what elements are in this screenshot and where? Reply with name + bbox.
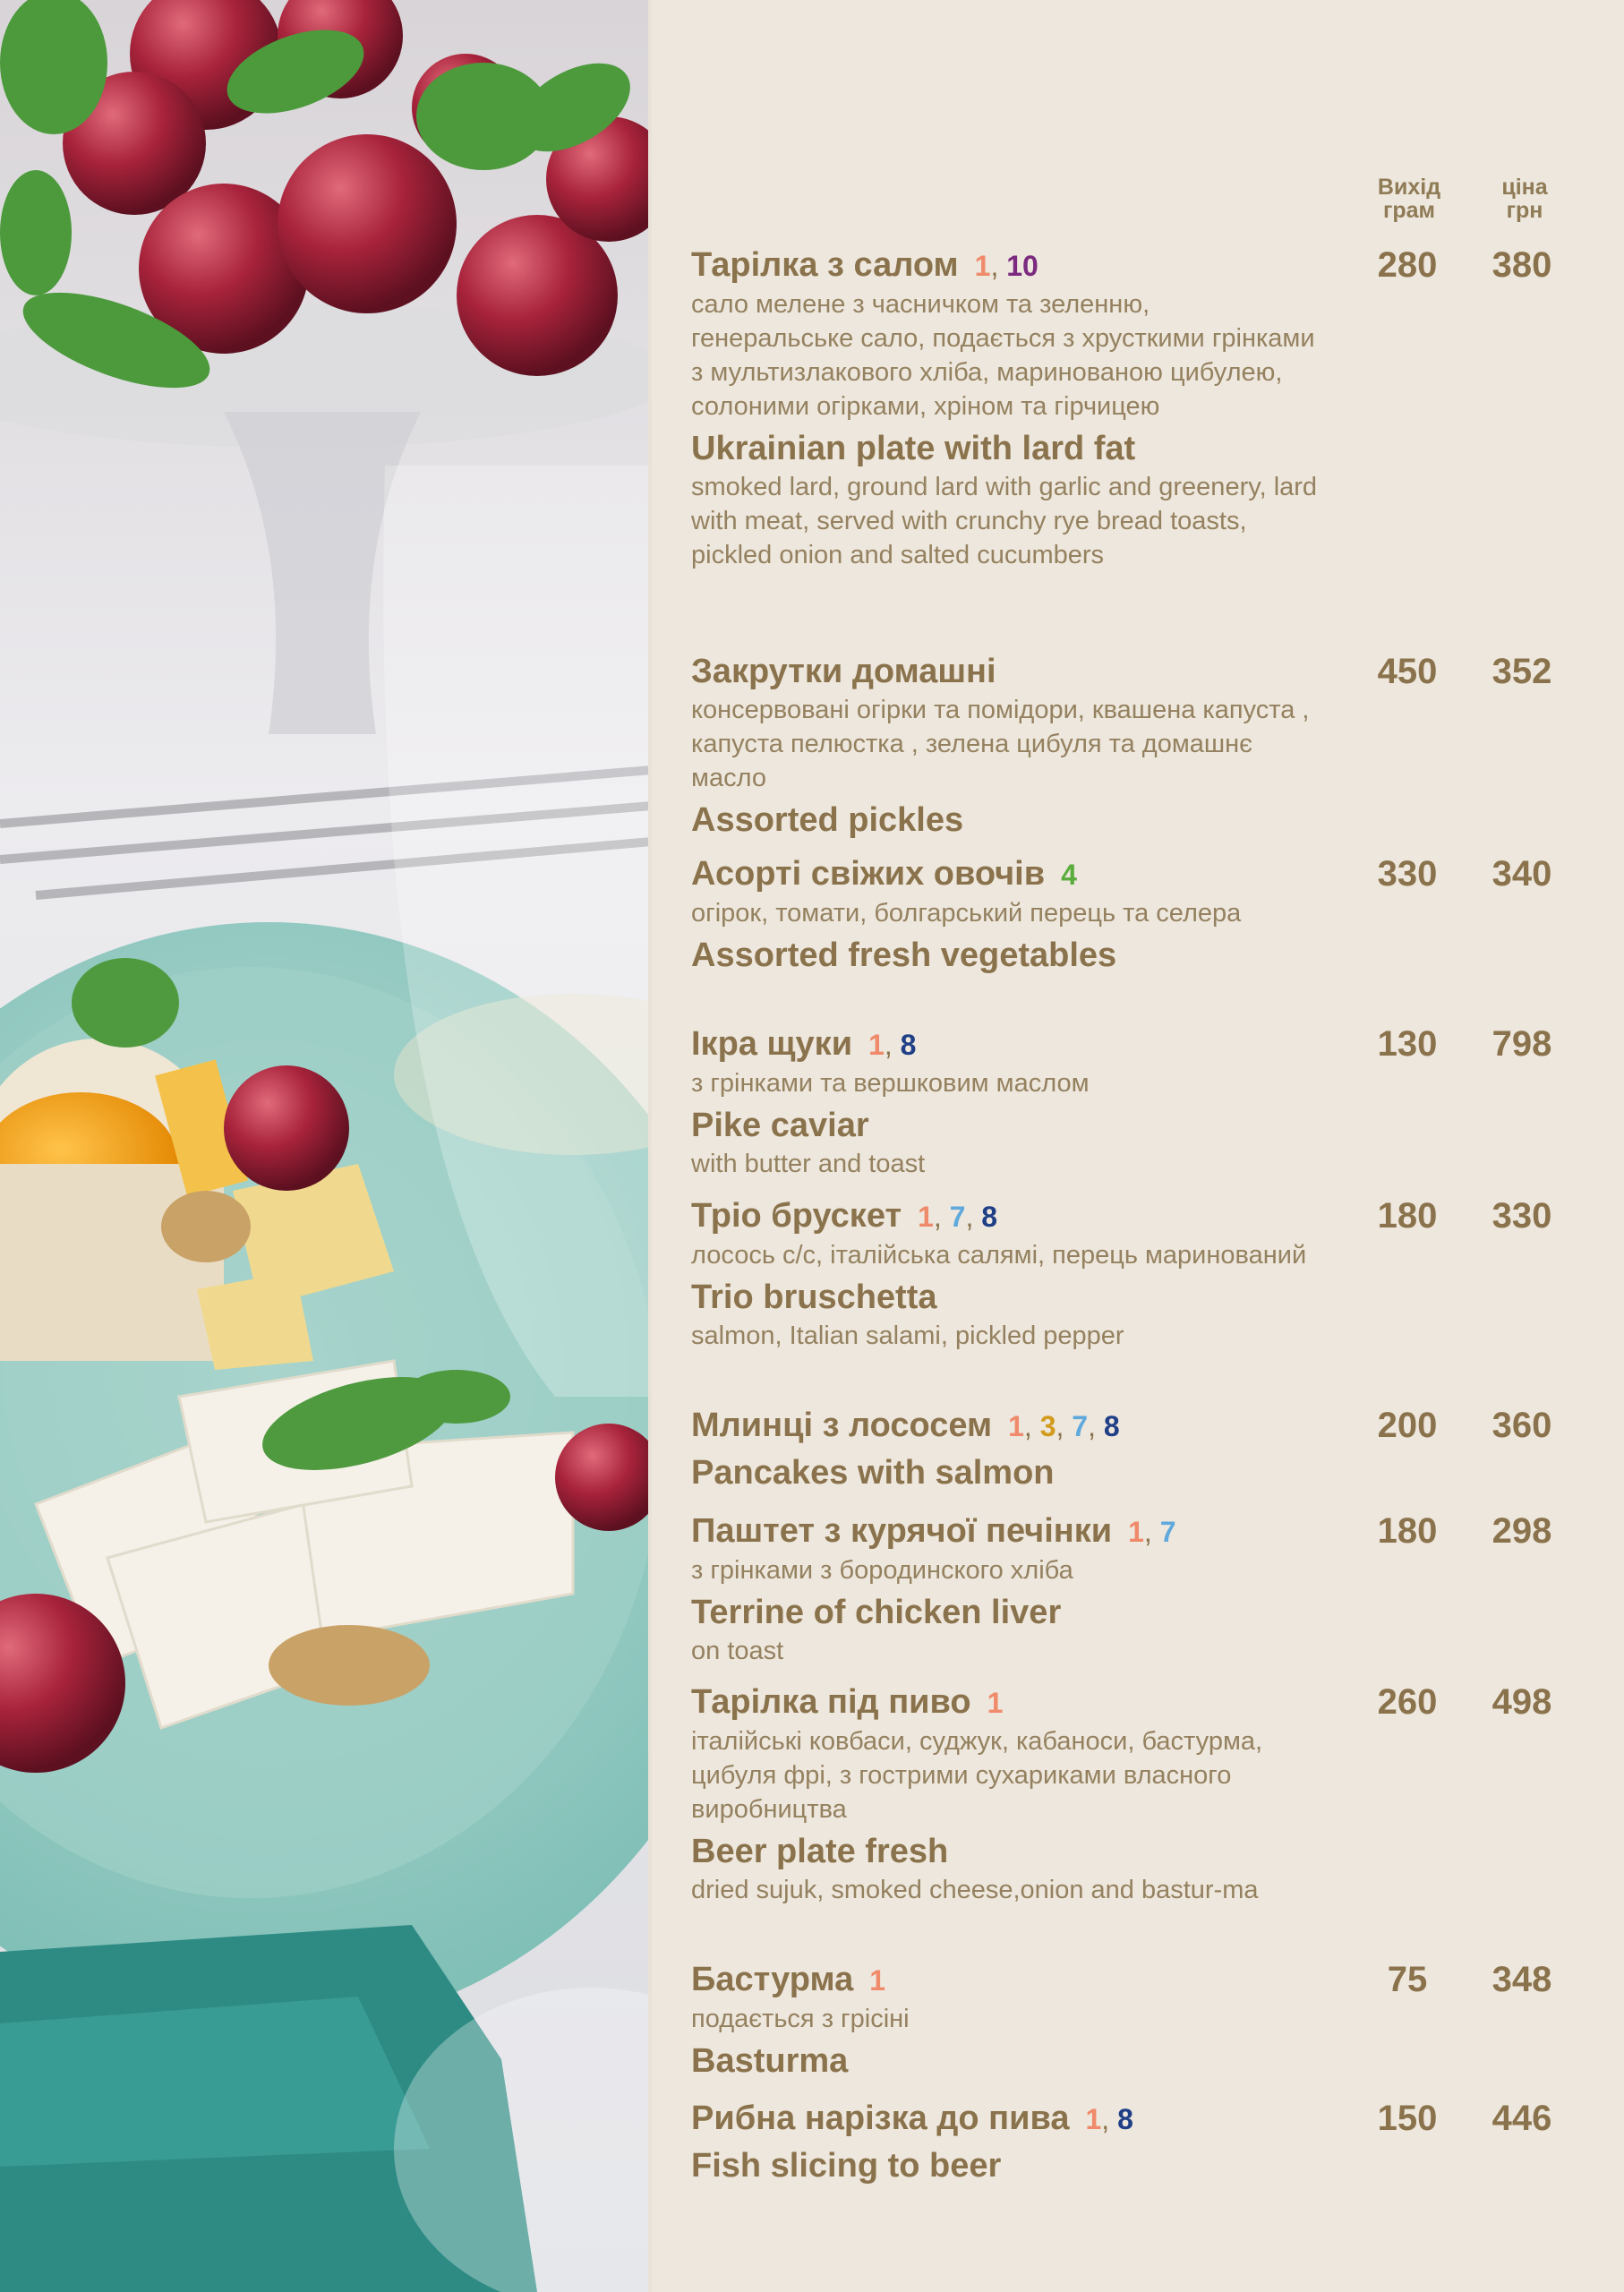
allergen-separator: , <box>990 250 1007 282</box>
menu-item-title-text: Тарілка з салом <box>691 246 959 284</box>
menu-item-english-title: Basturma <box>691 2042 849 2080</box>
allergen-codes <box>869 1964 885 1997</box>
allergen-code: 8 <box>900 1029 917 1061</box>
menu-item-weight: 280 <box>1377 245 1438 285</box>
weight-header-line1: Вихід <box>1377 175 1441 200</box>
menu-item-weight: 450 <box>1377 652 1438 691</box>
allergen-code: 4 <box>1061 859 1077 891</box>
menu-item-title-text: Тріо брускет <box>691 1197 902 1235</box>
menu-item-description: консервовані огірки та помідори, квашена капуста , капуста пелюстка , зелена цибуля та домашнє масло <box>691 696 1310 792</box>
menu-item-english-title: Assorted fresh vegetables <box>691 936 1117 974</box>
allergen-codes <box>987 1687 1004 1719</box>
menu-item <box>691 244 1533 572</box>
menu-item-title-text: Закрутки домашні <box>691 653 996 690</box>
menu-item-price: 380 <box>1492 245 1552 285</box>
allergen-separator: , <box>965 1201 982 1233</box>
menu-item-title-text: Тарілка під пиво <box>691 1683 971 1721</box>
price-header-line1: ціна <box>1501 175 1548 200</box>
allergen-code: 3 <box>1039 1410 1056 1442</box>
menu-item-description: італійські ковбаси, суджук, кабаноси, бастурма, цибуля фрі, з гострими сухариками власного виробництва <box>691 1727 1263 1824</box>
menu-item-english-description: smoked lard, ground lard with garlic and greenery, lard with meat, served with crunchy rye bread toasts, pickled onion and salted cucumbers <box>691 473 1318 569</box>
menu-item-price: 340 <box>1492 854 1552 894</box>
allergen-separator: , <box>1023 1410 1040 1442</box>
menu-item-price: 360 <box>1492 1406 1552 1445</box>
menu-item-title-text: Асорті свіжих овочів <box>691 855 1046 893</box>
menu-item-title-text: Паштет з курячої печінки <box>691 1512 1113 1550</box>
weight-header-line2: грам <box>1382 198 1436 223</box>
allergen-code: 1 <box>974 250 991 282</box>
allergen-codes <box>1008 1410 1120 1442</box>
menu-item-weight: 130 <box>1377 1024 1438 1064</box>
menu-item-weight: 260 <box>1377 1682 1438 1722</box>
allergen-code: 1 <box>868 1029 885 1061</box>
menu-item-english-description: with butter and toast <box>691 1150 926 1178</box>
menu-item-english-title: Assorted pickles <box>691 801 964 839</box>
menu-item-weight: 200 <box>1377 1406 1438 1445</box>
menu-item-description: сало мелене з часничком та зеленню, генеральське сало, подається з хрусткими грінками з мультизлакового хліба, маринованою цибулею, солоними огірками, хріном та гірчицею <box>691 290 1315 421</box>
menu-item-title-text: Бастурма <box>691 1961 854 1998</box>
allergen-codes <box>975 250 1039 282</box>
allergen-code: 8 <box>1103 1410 1120 1442</box>
menu-item-price: 352 <box>1492 652 1552 691</box>
menu-item-price: 348 <box>1492 1960 1552 1999</box>
allergen-code: 10 <box>1006 250 1039 282</box>
allergen-separator: , <box>1088 1410 1104 1442</box>
menu-item-english-title: Trio bruschetta <box>691 1279 937 1316</box>
menu-item-english-title: Fish slicing to beer <box>691 2147 1002 2185</box>
allergen-codes <box>1085 2103 1133 2135</box>
allergen-code: 1 <box>918 1201 934 1233</box>
allergen-code: 7 <box>1159 1516 1176 1548</box>
allergen-code: 1 <box>1128 1516 1144 1548</box>
menu-item-english-description: salmon, Italian salami, pickled pepper <box>691 1321 1124 1350</box>
menu-item-title-text: Млинці з лососем <box>691 1407 993 1444</box>
menu-item-description: з грінками та вершковим маслом <box>691 1069 1090 1098</box>
price-header-line2: грн <box>1506 198 1543 223</box>
menu-item-weight: 180 <box>1377 1196 1438 1236</box>
allergen-separator: , <box>933 1201 950 1233</box>
allergen-code: 7 <box>949 1201 966 1233</box>
menu-item-weight: 150 <box>1377 2099 1438 2138</box>
allergen-code: 7 <box>1072 1410 1089 1442</box>
food-photo <box>0 0 652 2292</box>
menu-item-price: 446 <box>1492 2099 1552 2138</box>
allergen-separator: , <box>1143 1516 1160 1548</box>
allergen-code: 8 <box>981 1201 998 1233</box>
allergen-separator: , <box>1101 2103 1118 2135</box>
menu-item-english-description: on toast <box>691 1637 784 1665</box>
allergen-codes <box>868 1029 916 1061</box>
allergen-code: 1 <box>869 1964 886 1997</box>
allergen-codes <box>1128 1516 1175 1548</box>
allergen-code: 1 <box>1008 1410 1024 1442</box>
menu-item-english-description: dried sujuk, smoked cheese,onion and bastur-ma <box>691 1876 1259 1904</box>
menu-item-description: огірок, томати, болгарський перець та селера <box>691 899 1242 928</box>
menu-item-description: подається з грісіні <box>691 2005 910 2033</box>
food-photo-illustration <box>0 0 652 2292</box>
menu-item-description: з грінками з бородинского хліба <box>691 1556 1073 1585</box>
allergen-code: 1 <box>987 1687 1004 1719</box>
menu-item-english-title: Pancakes with salmon <box>691 1454 1055 1492</box>
menu-item-weight: 180 <box>1377 1511 1438 1551</box>
allergen-codes <box>1061 859 1077 891</box>
allergen-codes <box>918 1201 997 1233</box>
menu-item-price: 298 <box>1492 1511 1552 1551</box>
menu-item-price: 330 <box>1492 1196 1552 1236</box>
allergen-separator: , <box>1056 1410 1073 1442</box>
weight-column-header <box>1360 175 1458 222</box>
menu-item-price: 798 <box>1492 1024 1552 1064</box>
menu-item-title-text: Ікра щуки <box>691 1025 853 1063</box>
menu-item-price: 498 <box>1492 1682 1552 1722</box>
allergen-separator: , <box>884 1029 901 1061</box>
menu-item-weight: 330 <box>1377 854 1438 894</box>
menu-item-english-title: Beer plate fresh <box>691 1833 949 1870</box>
menu-item-english-title: Pike caviar <box>691 1107 869 1144</box>
allergen-code: 1 <box>1085 2103 1102 2135</box>
menu-item-description: лосось с/с, італійська салямі, перець маринований <box>691 1241 1307 1270</box>
menu-item-english-title: Terrine of chicken liver <box>691 1594 1062 1631</box>
menu-item-weight: 75 <box>1387 1960 1428 1999</box>
price-column-header <box>1475 175 1574 222</box>
menu-item-title-text: Рибна нарізка до пива <box>691 2100 1070 2137</box>
allergen-code: 8 <box>1117 2103 1133 2135</box>
menu-item-english-title: Ukrainian plate with lard fat <box>691 430 1136 467</box>
